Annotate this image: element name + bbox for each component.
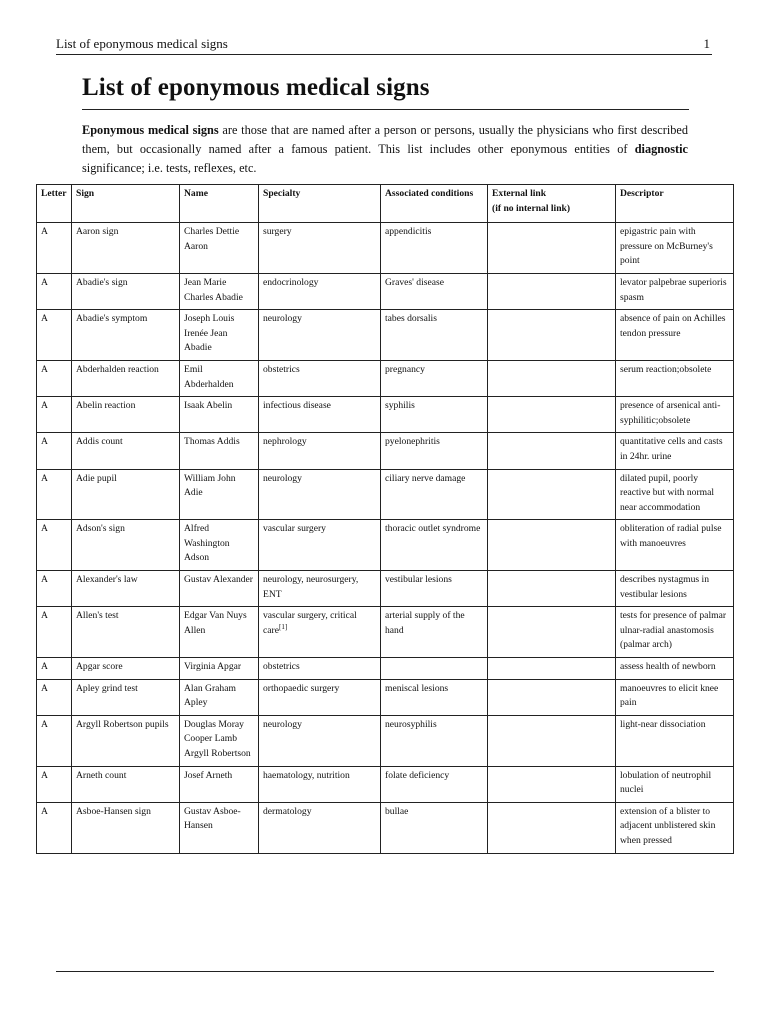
cell-letter	[37, 273, 72, 309]
cell-name-text[interactable]: Edgar Van Nuys Allen	[184, 610, 247, 636]
cell-external-link	[488, 273, 616, 309]
header-external-link-title: External link	[492, 188, 547, 199]
cell-sign-text[interactable]: Abderhalden reaction	[76, 363, 159, 375]
table-row	[37, 273, 734, 309]
citation-ref[interactable]: [1]	[278, 622, 288, 631]
cell-descriptor-text: manoeuvres to elicit knee pain	[620, 682, 719, 709]
intro-paragraph	[82, 121, 688, 178]
cell-name-text[interactable]: Charles Dettie Aaron	[184, 226, 240, 252]
intro-diagnostic-term[interactable]: diagnostic	[634, 142, 688, 156]
cell-external-link	[488, 360, 616, 396]
cell-specialty-text[interactable]: haematology, nutrition	[263, 769, 350, 781]
table-header-row	[37, 185, 734, 223]
cell-descriptor	[616, 310, 734, 361]
cell-descriptor	[616, 607, 734, 658]
cell-sign-text[interactable]: Abelin reaction	[76, 400, 136, 412]
cell-letter-text: A	[41, 769, 48, 781]
cell-name[interactable]	[180, 766, 259, 802]
table-row	[37, 310, 734, 361]
cell-external-link	[488, 679, 616, 715]
table-row	[37, 520, 734, 571]
cell-letter-text: A	[41, 523, 48, 535]
header-name: Name	[180, 185, 259, 223]
cell-name[interactable]	[180, 397, 259, 433]
running-head-title: List of eponymous medical signs	[56, 36, 228, 51]
cell-sign-text[interactable]: Abadie's symptom	[76, 313, 148, 325]
cell-specialty[interactable]	[259, 607, 381, 658]
cell-specialty[interactable]	[259, 520, 381, 571]
cell-specialty-text[interactable]: obstetrics	[263, 363, 300, 375]
cell-descriptor	[616, 520, 734, 571]
cell-specialty[interactable]	[259, 273, 381, 309]
cell-descriptor	[616, 766, 734, 802]
cell-letter	[37, 520, 72, 571]
cell-sign-text[interactable]: Arneth count	[76, 769, 127, 781]
cell-name[interactable]	[180, 273, 259, 309]
cell-specialty-text[interactable]: nephrology	[263, 436, 307, 448]
cell-external-link	[488, 397, 616, 433]
cell-name-text[interactable]: William John Adie	[184, 472, 236, 499]
cell-conditions-text[interactable]: appendicitis	[385, 226, 432, 238]
cell-conditions-text[interactable]: tabes dorsalis	[385, 313, 437, 325]
cell-descriptor-text: quantitative cells and casts in 24hr. urine	[620, 436, 723, 462]
cell-letter	[37, 607, 72, 658]
cell-conditions-text[interactable]: neurosyphilis	[385, 718, 437, 730]
cell-name-text[interactable]: Jean Marie Charles Abadie	[184, 276, 243, 303]
table-row	[37, 360, 734, 396]
cell-letter-text: A	[41, 363, 48, 375]
cell-sign[interactable]	[72, 433, 180, 469]
cell-letter-text: A	[41, 276, 48, 288]
cell-sign[interactable]	[72, 469, 180, 520]
cell-specialty-text[interactable]: vascular surgery	[263, 523, 326, 535]
cell-specialty[interactable]	[259, 715, 381, 766]
cell-sign[interactable]	[72, 520, 180, 571]
cell-sign[interactable]	[72, 607, 180, 658]
cell-specialty[interactable]	[259, 433, 381, 469]
cell-external-link	[488, 571, 616, 607]
cell-conditions-text[interactable]: ciliary nerve damage	[385, 472, 466, 484]
cell-sign[interactable]	[72, 571, 180, 607]
cell-specialty[interactable]	[259, 679, 381, 715]
cell-conditions-text[interactable]: folate deficiency	[385, 769, 450, 781]
cell-letter	[37, 715, 72, 766]
cell-specialty-text[interactable]: vascular surgery, critical care	[263, 610, 357, 636]
cell-conditions[interactable]	[381, 766, 488, 802]
cell-sign-text[interactable]: Adie pupil	[76, 472, 117, 484]
running-head	[56, 36, 712, 55]
cell-name-text[interactable]: Gustav Alexander	[184, 574, 254, 586]
cell-conditions-text[interactable]: thoracic outlet syndrome	[385, 523, 481, 535]
cell-sign-text[interactable]: Apley grind test	[76, 682, 138, 694]
table-row	[37, 223, 734, 274]
header-sign: Sign	[72, 185, 180, 223]
cell-conditions-text[interactable]: vestibular lesions	[385, 574, 452, 586]
cell-conditions[interactable]	[381, 310, 488, 361]
header-external-link-note: (if no internal link)	[492, 202, 571, 214]
cell-descriptor-text: assess health of newborn	[620, 661, 716, 673]
cell-descriptor	[616, 433, 734, 469]
table-row	[37, 397, 734, 433]
cell-conditions[interactable]	[381, 571, 488, 607]
cell-descriptor	[616, 679, 734, 715]
cell-letter	[37, 679, 72, 715]
cell-conditions[interactable]	[381, 469, 488, 520]
cell-descriptor	[616, 715, 734, 766]
cell-external-link	[488, 802, 616, 853]
cell-sign[interactable]	[72, 766, 180, 802]
table-row	[37, 571, 734, 607]
cell-conditions[interactable]	[381, 802, 488, 853]
cell-name-text[interactable]: Thomas Addis	[184, 436, 240, 448]
cell-name[interactable]	[180, 607, 259, 658]
cell-specialty[interactable]	[259, 397, 381, 433]
cell-external-link	[488, 607, 616, 658]
cell-sign-text[interactable]: Abadie's sign	[76, 276, 128, 288]
cell-specialty[interactable]	[259, 469, 381, 520]
cell-name[interactable]	[180, 715, 259, 766]
cell-descriptor-text: epigastric pain with pressure on McBurney's point	[620, 226, 713, 267]
cell-specialty[interactable]	[259, 766, 381, 802]
cell-descriptor	[616, 273, 734, 309]
cell-letter-text: A	[41, 472, 48, 484]
cell-conditions-text[interactable]: pregnancy	[385, 363, 425, 375]
cell-letter-text: A	[41, 661, 48, 673]
cell-name[interactable]	[180, 433, 259, 469]
cell-name-text[interactable]: Emil Abderhalden	[184, 363, 234, 390]
cell-specialty[interactable]	[259, 802, 381, 853]
cell-sign[interactable]	[72, 223, 180, 274]
cell-name-text[interactable]: Josef Arneth	[184, 769, 233, 781]
cell-name-text[interactable]: Alfred Washington Adson	[184, 523, 230, 564]
cell-conditions[interactable]	[381, 397, 488, 433]
footer-rule	[56, 971, 714, 972]
cell-conditions[interactable]	[381, 223, 488, 274]
title-rule	[82, 109, 689, 110]
cell-descriptor-text: levator palpebrae superioris spasm	[620, 276, 727, 303]
cell-external-link	[488, 310, 616, 361]
cell-specialty-text[interactable]: neurology	[263, 718, 302, 730]
cell-sign[interactable]	[72, 273, 180, 309]
table-row	[37, 658, 734, 680]
table-row	[37, 433, 734, 469]
cell-sign-text[interactable]: Allen's test	[76, 610, 119, 622]
cell-name[interactable]	[180, 360, 259, 396]
header-descriptor: Descriptor	[616, 185, 734, 223]
cell-name[interactable]	[180, 520, 259, 571]
cell-descriptor	[616, 802, 734, 853]
cell-letter	[37, 223, 72, 274]
cell-specialty[interactable]	[259, 223, 381, 274]
cell-sign[interactable]	[72, 397, 180, 433]
page-number: 1	[703, 36, 710, 51]
cell-sign-text[interactable]: Adson's sign	[76, 523, 125, 535]
cell-conditions[interactable]	[381, 607, 488, 658]
cell-descriptor-text: obliteration of radial pulse with manoeuvres	[620, 523, 722, 549]
cell-descriptor-text: dilated pupil, poorly reactive but with normal near accommodation	[620, 472, 715, 513]
cell-external-link	[488, 223, 616, 274]
cell-sign-text[interactable]: Argyll Robertson pupils	[76, 718, 169, 730]
cell-specialty-text[interactable]: orthopaedic surgery	[263, 682, 340, 694]
cell-name[interactable]	[180, 571, 259, 607]
cell-letter	[37, 360, 72, 396]
cell-sign[interactable]	[72, 310, 180, 361]
header-external-link	[488, 185, 616, 223]
cell-sign-text[interactable]: Aaron sign	[76, 226, 119, 238]
cell-letter-text: A	[41, 805, 48, 817]
cell-conditions-text[interactable]: bullae	[385, 805, 409, 817]
cell-name[interactable]	[180, 469, 259, 520]
cell-name-text[interactable]: Alan Graham Apley	[184, 682, 236, 709]
cell-conditions-text[interactable]: arterial supply of the hand	[385, 610, 465, 636]
cell-conditions[interactable]	[381, 715, 488, 766]
header-conditions: Associated conditions	[381, 185, 488, 223]
cell-name-text[interactable]: Gustav Asboe-Hansen	[184, 805, 241, 832]
cell-specialty-text[interactable]: infectious disease	[263, 400, 331, 412]
cell-name-text[interactable]: Douglas Moray Cooper Lamb Argyll Robertson	[184, 718, 251, 759]
table-row	[37, 679, 734, 715]
intro-lead-term[interactable]: Eponymous medical signs	[82, 123, 219, 137]
cell-letter	[37, 469, 72, 520]
cell-name[interactable]	[180, 802, 259, 853]
cell-sign[interactable]	[72, 715, 180, 766]
cell-specialty-text[interactable]: dermatology	[263, 805, 312, 817]
cell-descriptor-text: extension of a blister to adjacent unblistered skin when pressed	[620, 805, 716, 846]
header-letter: Letter	[37, 185, 72, 223]
cell-specialty-text[interactable]: neurology	[263, 313, 302, 325]
cell-external-link	[488, 766, 616, 802]
cell-descriptor	[616, 571, 734, 607]
cell-letter	[37, 397, 72, 433]
cell-sign-text[interactable]: Addis count	[76, 436, 123, 448]
cell-name-text[interactable]: Isaak Abelin	[184, 400, 233, 412]
cell-conditions[interactable]	[381, 433, 488, 469]
cell-conditions[interactable]	[381, 520, 488, 571]
cell-descriptor	[616, 658, 734, 680]
cell-letter-text: A	[41, 574, 48, 586]
cell-conditions[interactable]	[381, 679, 488, 715]
cell-sign[interactable]	[72, 658, 180, 680]
cell-letter-text: A	[41, 313, 48, 325]
cell-descriptor	[616, 360, 734, 396]
cell-specialty[interactable]	[259, 360, 381, 396]
cell-specialty-text[interactable]: neurology, neurosurgery, ENT	[263, 574, 359, 600]
cell-letter	[37, 310, 72, 361]
cell-specialty-text[interactable]: neurology	[263, 472, 302, 484]
cell-name[interactable]	[180, 223, 259, 274]
cell-external-link	[488, 715, 616, 766]
cell-letter-text: A	[41, 226, 48, 238]
cell-sign[interactable]	[72, 679, 180, 715]
cell-specialty[interactable]	[259, 658, 381, 680]
cell-letter-text: A	[41, 682, 48, 694]
cell-name-text[interactable]: Joseph Louis Irenée Jean Abadie	[184, 313, 235, 354]
cell-specialty-text[interactable]: endocrinology	[263, 276, 319, 288]
table-row	[37, 607, 734, 658]
cell-letter-text: A	[41, 610, 48, 622]
cell-descriptor-text: lobulation of neutrophil nuclei	[620, 769, 712, 796]
cell-name[interactable]	[180, 679, 259, 715]
cell-conditions-text[interactable]: pyelonephritis	[385, 436, 440, 448]
cell-name[interactable]	[180, 310, 259, 361]
cell-sign-text[interactable]: Alexander's law	[76, 574, 138, 586]
cell-conditions-text[interactable]: meniscal lesions	[385, 682, 449, 694]
cell-conditions-text[interactable]: Graves' disease	[385, 276, 445, 288]
table-row	[37, 802, 734, 853]
cell-name-text[interactable]: Virginia Apgar	[184, 661, 242, 673]
cell-descriptor-text: serum reaction;obsolete	[620, 363, 712, 375]
table-row	[37, 715, 734, 766]
cell-specialty-text[interactable]: surgery	[263, 226, 292, 238]
cell-name[interactable]	[180, 658, 259, 680]
cell-letter	[37, 571, 72, 607]
cell-sign[interactable]	[72, 360, 180, 396]
cell-letter	[37, 766, 72, 802]
cell-descriptor	[616, 469, 734, 520]
eponymous-signs-table	[36, 184, 734, 854]
cell-external-link	[488, 433, 616, 469]
cell-descriptor-text: light-near dissociation	[620, 718, 706, 730]
table-row	[37, 469, 734, 520]
cell-sign-text[interactable]: Apgar score	[76, 661, 123, 673]
cell-specialty-text[interactable]: obstetrics	[263, 661, 300, 673]
cell-conditions	[381, 658, 488, 680]
intro-text: are those that are named after a person or persons, usually the physicians who first described them, but occasionally named after a famous patient. This list includes other eponymous entities of	[82, 123, 689, 156]
cell-descriptor-text: tests for presence of palmar ulnar-radial anastomosis (palmar arch)	[620, 610, 727, 651]
cell-sign-text[interactable]: Asboe-Hansen sign	[76, 805, 151, 817]
cell-descriptor-text: presence of arsenical anti-syphilitic;obsolete	[620, 400, 721, 426]
cell-external-link	[488, 469, 616, 520]
header-specialty: Specialty	[259, 185, 381, 223]
cell-specialty[interactable]	[259, 310, 381, 361]
cell-letter	[37, 658, 72, 680]
cell-letter	[37, 433, 72, 469]
cell-letter	[37, 802, 72, 853]
page-title: List of eponymous medical signs	[82, 74, 430, 101]
cell-external-link	[488, 658, 616, 680]
cell-descriptor	[616, 223, 734, 274]
table-row	[37, 766, 734, 802]
cell-descriptor-text: describes nystagmus in vestibular lesions	[620, 574, 709, 600]
cell-descriptor	[616, 397, 734, 433]
cell-specialty[interactable]	[259, 571, 381, 607]
cell-descriptor-text: absence of pain on Achilles tendon pressure	[620, 313, 726, 339]
cell-letter-text: A	[41, 436, 48, 448]
cell-letter-text: A	[41, 718, 48, 730]
cell-sign[interactable]	[72, 802, 180, 853]
intro-text-end: significance; i.e. tests, reflexes, etc.	[82, 161, 257, 175]
cell-external-link	[488, 520, 616, 571]
cell-conditions[interactable]	[381, 273, 488, 309]
cell-conditions-text[interactable]: syphilis	[385, 400, 415, 412]
cell-letter-text: A	[41, 400, 48, 412]
cell-conditions[interactable]	[381, 360, 488, 396]
